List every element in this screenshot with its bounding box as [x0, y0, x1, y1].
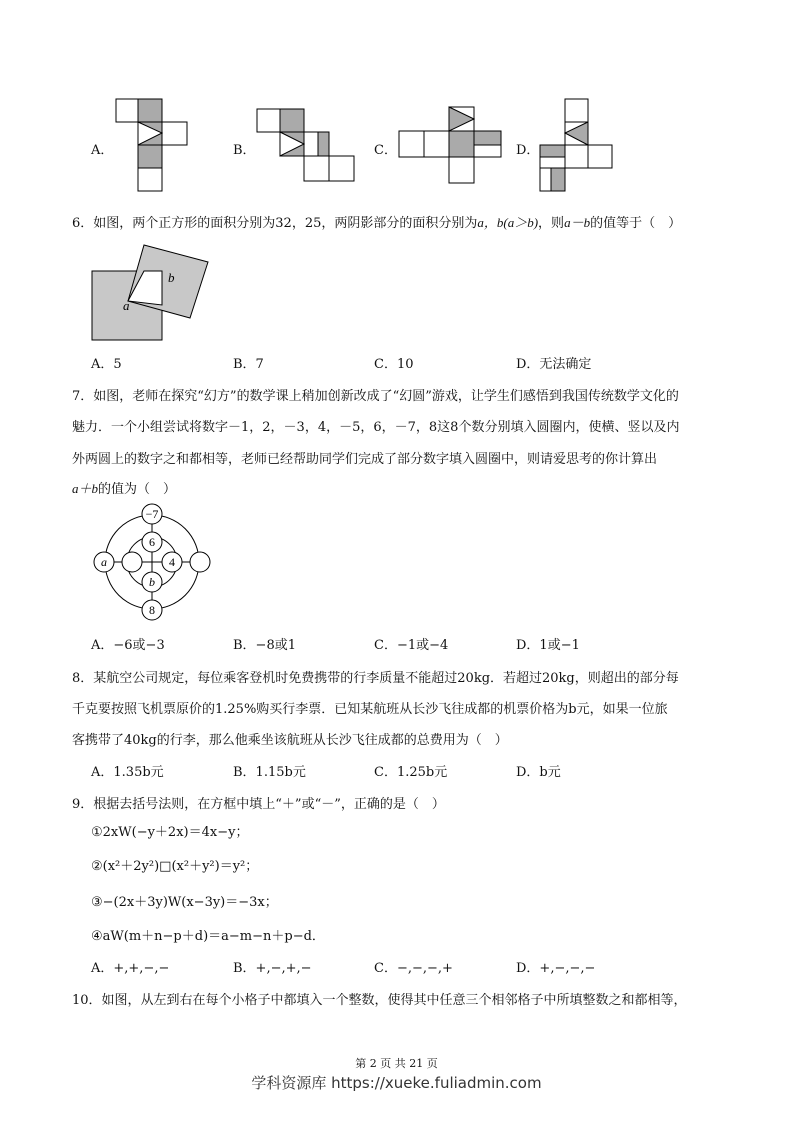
- q5-option-b-label: B．: [233, 143, 256, 158]
- q8-line2: 千克要按照飞机票原价的1.25%购买行李票．已知某航班从长沙飞往成都的机票价格为b元，如果一位旅: [72, 702, 668, 717]
- q7-line4: a＋b的值为（ ）: [72, 481, 177, 497]
- q6-stem: 6．如图，两个正方形的面积分别为32，25，两阴影部分的面积分别为a，b(a＞b)，则a－b的值等于（ ）: [72, 215, 682, 231]
- q6-label-b: b: [168, 270, 175, 285]
- q9-option-d: D．+,−,−,−: [516, 961, 596, 976]
- q8-option-c: C．1.25b元: [374, 765, 448, 780]
- q7-circle-top: −7: [145, 507, 159, 521]
- q9-item2: ②(x²＋2y²)□(x²＋y²)＝y²；: [91, 859, 259, 874]
- q8-option-d: D．b元: [516, 765, 561, 780]
- q6-option-a: A．5: [91, 357, 122, 372]
- q6-option-b: B．7: [233, 357, 264, 372]
- page-number: 第 2 页 共 21 页: [355, 1057, 438, 1070]
- q8-line3: 客携带了40kg的行李，那么他乘坐该航班从长沙飞往成都的总费用为（ ）: [72, 733, 508, 748]
- q7-circle-left: a: [101, 555, 107, 569]
- q7-line3: 外两圆上的数字之和都相等，老师已经帮助同学们完成了部分数字填入圆圈中，则请爱思考的你计算出: [72, 452, 658, 467]
- q5-option-c-label: C．: [374, 143, 397, 158]
- q6-option-d: D．无法确定: [516, 357, 592, 372]
- q10-line1: 10．如图，从左到右在每个小格子中都填入一个整数，使得其中任意三个相邻格子中所填整数之和都相等，: [72, 993, 687, 1008]
- q9-item4: ④aW(m＋n−p＋d)＝a−m−n＋p−d．: [91, 929, 325, 944]
- q5-option-d-label: D．: [516, 143, 540, 158]
- q9-item1: ①2xW(−y＋2x)＝4x−y；: [91, 825, 249, 840]
- q9-item3: ③−(2x＋3y)W(x−3y)＝−3x；: [91, 895, 278, 910]
- q9-option-b: B．+,−,+,−: [233, 961, 312, 976]
- q9-stem: 9．根据去括号法则，在方框中填上“＋”或“－”，正确的是（ ）: [72, 797, 445, 812]
- q7-line1: 7．如图，老师在探究“幻方”的数学课上稍加创新改成了“幻圆”游戏，让学生们感悟到我国传统数学文化的: [72, 389, 679, 404]
- q7-circle-bottom: 8: [149, 603, 155, 617]
- q8-line1: 8．某航空公司规定，每位乘客登机时免费携带的行李质量不能超过20kg．若超过20kg，则超出的部分每: [72, 671, 679, 686]
- q7-circle-inner-right: 4: [169, 555, 175, 569]
- q9-option-c: C．−,−,−,+: [374, 961, 453, 976]
- q5-option-a-label: A．: [91, 143, 114, 158]
- site-watermark[interactable]: 学科资源库 https://xueke.fuliadmin.com: [251, 1074, 542, 1092]
- q7-line2: 魅力．一个小组尝试将数字－1，2，－3，4，－5，6，－7，8这8个数分别填入圆圈内，使横、竖以及内: [72, 420, 680, 435]
- q7-circle-inner-top: 6: [149, 535, 155, 549]
- q9-option-a: A．+,+,−,−: [91, 961, 170, 976]
- q7-option-c: C．−1或−4: [374, 638, 449, 653]
- q8-option-a: A．1.35b元: [91, 765, 164, 780]
- q7-circle-inner-bottom: b: [149, 575, 155, 589]
- q7-option-b: B．−8或1: [233, 638, 296, 653]
- q8-option-b: B．1.15b元: [233, 765, 306, 780]
- q7-option-a: A．−6或−3: [91, 638, 165, 653]
- q7-option-d: D．1或−1: [516, 638, 580, 653]
- q6-label-a: a: [123, 298, 130, 313]
- q6-option-c: C．10: [374, 357, 414, 372]
